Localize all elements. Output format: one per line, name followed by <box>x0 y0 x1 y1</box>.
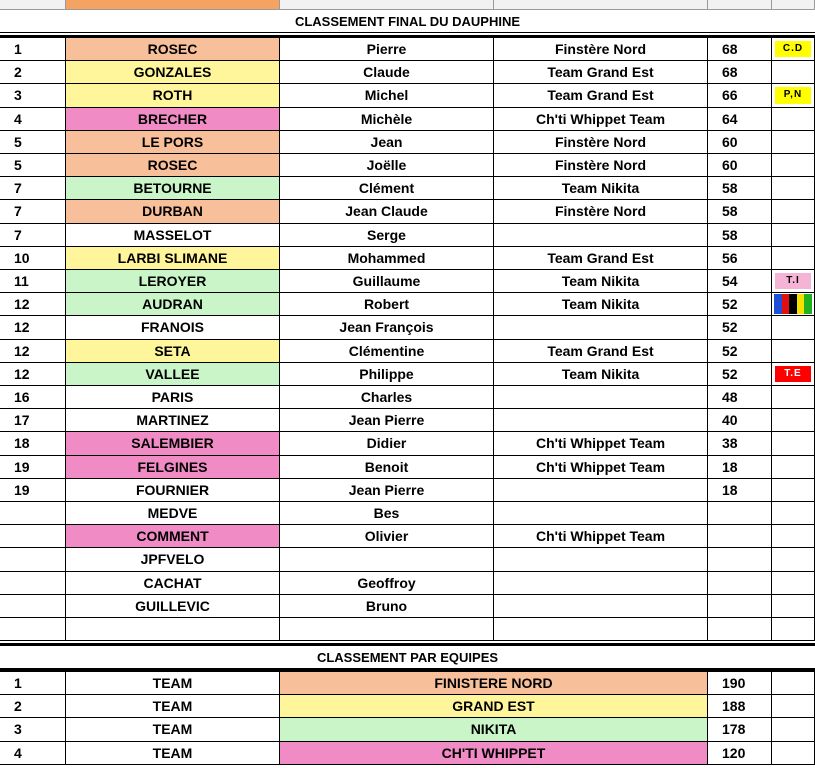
rank-cell[interactable]: 7 <box>0 224 66 246</box>
team-cell[interactable]: Finstère Nord <box>494 38 708 60</box>
points-cell[interactable]: 58 <box>708 224 772 246</box>
rank-cell[interactable]: 18 <box>0 432 66 454</box>
team-cell[interactable]: Team Nikita <box>494 293 708 315</box>
surname-cell[interactable]: COMMENT <box>66 525 280 547</box>
jersey-cell[interactable] <box>772 525 815 547</box>
stripe-band <box>797 294 805 314</box>
jersey-cell[interactable] <box>772 38 815 60</box>
ranking-row <box>0 293 815 316</box>
stripe-band <box>782 294 790 314</box>
ranking-row <box>0 479 815 502</box>
team-rank-cell[interactable]: 3 <box>0 718 66 740</box>
rank-cell[interactable]: 3 <box>0 84 66 106</box>
team-cell[interactable]: Ch'ti Whippet Team <box>494 432 708 454</box>
firstname-cell[interactable]: Jean Claude <box>280 200 494 222</box>
team-name-cell[interactable]: FINISTERE NORD <box>280 672 708 694</box>
jersey-cell[interactable] <box>772 572 815 594</box>
firstname-cell[interactable]: Pierre <box>280 38 494 60</box>
surname-cell[interactable]: MARTINEZ <box>66 409 280 431</box>
rank-cell[interactable]: 16 <box>0 386 66 408</box>
team-name-cell[interactable]: CH'TI WHIPPET <box>280 742 708 764</box>
ranking-row <box>0 108 815 131</box>
jersey-cell[interactable] <box>772 548 815 570</box>
rank-cell[interactable]: 12 <box>0 316 66 338</box>
surname-cell[interactable]: LEROYER <box>66 270 280 292</box>
team-cell[interactable]: Team Nikita <box>494 177 708 199</box>
surname-cell[interactable]: LE PORS <box>66 131 280 153</box>
points-cell[interactable] <box>708 595 772 617</box>
ranking-row <box>0 38 815 61</box>
firstname-cell[interactable]: Michèle <box>280 108 494 130</box>
firstname-cell[interactable]: Bruno <box>280 595 494 617</box>
ranking-row <box>0 409 815 432</box>
surname-cell[interactable] <box>66 618 280 640</box>
team-cell[interactable] <box>494 479 708 501</box>
surname-cell[interactable]: SALEMBIER <box>66 432 280 454</box>
jersey-tag: C.D <box>775 41 811 57</box>
rank-cell[interactable]: 19 <box>0 479 66 501</box>
firstname-cell[interactable]: Didier <box>280 432 494 454</box>
team-row <box>0 718 815 741</box>
jersey-cell[interactable] <box>772 316 815 338</box>
surname-cell[interactable]: DURBAN <box>66 200 280 222</box>
ranking-row <box>0 595 815 618</box>
rank-cell[interactable]: 10 <box>0 247 66 269</box>
ranking-row <box>0 200 815 223</box>
firstname-cell[interactable]: Benoit <box>280 456 494 478</box>
surname-cell[interactable]: BETOURNE <box>66 177 280 199</box>
team-cell[interactable] <box>494 595 708 617</box>
team-rank-cell[interactable]: 2 <box>0 695 66 717</box>
ranking-row <box>0 618 815 641</box>
surname-cell[interactable]: MEDVE <box>66 502 280 524</box>
surname-cell[interactable]: SETA <box>66 340 280 362</box>
points-cell[interactable]: 48 <box>708 386 772 408</box>
points-cell[interactable]: 56 <box>708 247 772 269</box>
team-cell[interactable]: Team Nikita <box>494 270 708 292</box>
ranking-row <box>0 224 815 247</box>
team-cell[interactable] <box>494 572 708 594</box>
team-points-cell[interactable]: 188 <box>708 695 772 717</box>
ranking-row <box>0 363 815 386</box>
section-title-final-ranking: CLASSEMENT FINAL DU DAUPHINE <box>0 10 815 33</box>
surname-cell[interactable]: VALLEE <box>66 363 280 385</box>
rank-cell[interactable]: 12 <box>0 363 66 385</box>
rank-cell[interactable] <box>0 525 66 547</box>
points-cell[interactable]: 18 <box>708 479 772 501</box>
team-label-cell[interactable]: TEAM <box>66 672 280 694</box>
surname-cell[interactable]: JPFVELO <box>66 548 280 570</box>
jersey-cell[interactable] <box>772 247 815 269</box>
points-cell[interactable]: 60 <box>708 131 772 153</box>
surname-cell[interactable]: GUILLEVIC <box>66 595 280 617</box>
empty-cell[interactable] <box>772 695 815 717</box>
rank-cell[interactable] <box>0 548 66 570</box>
firstname-cell[interactable]: Jean <box>280 131 494 153</box>
ranking-row <box>0 386 815 409</box>
points-cell[interactable]: 52 <box>708 293 772 315</box>
jersey-cell[interactable] <box>772 154 815 176</box>
points-cell[interactable] <box>708 618 772 640</box>
team-cell[interactable] <box>494 618 708 640</box>
points-cell[interactable]: 58 <box>708 177 772 199</box>
ranking-row <box>0 177 815 200</box>
jersey-cell[interactable] <box>772 340 815 362</box>
jersey-cell[interactable] <box>772 293 815 315</box>
ranking-row <box>0 61 815 84</box>
jersey-cell[interactable] <box>772 224 815 246</box>
surname-cell[interactable]: FELGINES <box>66 456 280 478</box>
section-title-team-ranking: CLASSEMENT PAR EQUIPES <box>0 646 815 669</box>
firstname-cell[interactable] <box>280 548 494 570</box>
firstname-cell[interactable]: Claude <box>280 61 494 83</box>
surname-cell[interactable]: ROSEC <box>66 38 280 60</box>
jersey-cell[interactable] <box>772 502 815 524</box>
rank-cell[interactable] <box>0 618 66 640</box>
jersey-tag: T.E <box>775 366 811 382</box>
column-header-c[interactable] <box>280 0 494 9</box>
rank-cell[interactable]: 5 <box>0 131 66 153</box>
team-cell[interactable]: Ch'ti Whippet Team <box>494 525 708 547</box>
rank-cell[interactable]: 1 <box>0 38 66 60</box>
firstname-cell[interactable]: Joëlle <box>280 154 494 176</box>
rank-cell[interactable]: 7 <box>0 200 66 222</box>
champion-stripes-icon <box>774 294 812 314</box>
firstname-cell[interactable]: Robert <box>280 293 494 315</box>
jersey-cell[interactable] <box>772 108 815 130</box>
column-header-a[interactable] <box>0 0 66 9</box>
team-cell[interactable]: Ch'ti Whippet Team <box>494 108 708 130</box>
team-cell[interactable] <box>494 409 708 431</box>
points-cell[interactable]: 58 <box>708 200 772 222</box>
empty-cell[interactable] <box>772 718 815 740</box>
team-cell[interactable]: Team Grand Est <box>494 247 708 269</box>
points-cell[interactable]: 40 <box>708 409 772 431</box>
surname-cell[interactable]: GONZALES <box>66 61 280 83</box>
team-cell[interactable]: Team Nikita <box>494 363 708 385</box>
rank-cell[interactable]: 2 <box>0 61 66 83</box>
rank-cell[interactable]: 12 <box>0 293 66 315</box>
team-cell[interactable]: Ch'ti Whippet Team <box>494 456 708 478</box>
ranking-row <box>0 154 815 177</box>
points-cell[interactable]: 52 <box>708 316 772 338</box>
jersey-cell[interactable] <box>772 618 815 640</box>
firstname-cell[interactable]: Guillaume <box>280 270 494 292</box>
column-header-f[interactable] <box>772 0 815 9</box>
points-cell[interactable] <box>708 572 772 594</box>
surname-cell[interactable]: ROTH <box>66 84 280 106</box>
team-cell[interactable] <box>494 502 708 524</box>
points-cell[interactable] <box>708 502 772 524</box>
column-header-e[interactable] <box>708 0 772 9</box>
stripe-band <box>774 294 782 314</box>
firstname-cell[interactable]: Olivier <box>280 525 494 547</box>
firstname-cell[interactable]: Bes <box>280 502 494 524</box>
ranking-row <box>0 131 815 154</box>
team-points-cell[interactable]: 178 <box>708 718 772 740</box>
team-name-cell[interactable]: GRAND EST <box>280 695 708 717</box>
firstname-cell[interactable]: Michel <box>280 84 494 106</box>
jersey-cell[interactable] <box>772 479 815 501</box>
team-points-cell[interactable]: 120 <box>708 742 772 764</box>
team-name-cell[interactable]: NIKITA <box>280 718 708 740</box>
team-cell[interactable]: Finstère Nord <box>494 131 708 153</box>
points-cell[interactable]: 52 <box>708 363 772 385</box>
firstname-cell[interactable]: Charles <box>280 386 494 408</box>
ranking-row <box>0 247 815 270</box>
ranking-row <box>0 316 815 339</box>
surname-cell[interactable]: CACHAT <box>66 572 280 594</box>
firstname-cell[interactable]: Jean François <box>280 316 494 338</box>
jersey-cell[interactable] <box>772 270 815 292</box>
jersey-cell[interactable] <box>772 456 815 478</box>
ranking-row <box>0 502 815 525</box>
points-cell[interactable]: 54 <box>708 270 772 292</box>
jersey-cell[interactable] <box>772 84 815 106</box>
points-cell[interactable]: 66 <box>708 84 772 106</box>
jersey-tag: P,N <box>775 87 811 103</box>
ranking-row <box>0 572 815 595</box>
points-cell[interactable]: 68 <box>708 38 772 60</box>
jersey-cell[interactable] <box>772 200 815 222</box>
surname-cell[interactable]: MASSELOT <box>66 224 280 246</box>
team-cell[interactable]: Finstère Nord <box>494 154 708 176</box>
surname-cell[interactable]: FRANOIS <box>66 316 280 338</box>
team-cell[interactable]: Team Grand Est <box>494 340 708 362</box>
team-cell[interactable]: Team Grand Est <box>494 84 708 106</box>
team-rank-cell[interactable]: 1 <box>0 672 66 694</box>
jersey-tag: T.I <box>775 273 811 289</box>
team-cell[interactable] <box>494 316 708 338</box>
stripe-band <box>789 294 797 314</box>
team-cell[interactable]: Finstère Nord <box>494 200 708 222</box>
ranking-row <box>0 432 815 455</box>
rank-cell[interactable] <box>0 502 66 524</box>
column-header-d[interactable] <box>494 0 708 9</box>
team-cell[interactable]: Team Grand Est <box>494 61 708 83</box>
team-label-cell[interactable]: TEAM <box>66 742 280 764</box>
points-cell[interactable]: 60 <box>708 154 772 176</box>
points-cell[interactable] <box>708 525 772 547</box>
surname-cell[interactable]: AUDRAN <box>66 293 280 315</box>
surname-cell[interactable]: BRECHER <box>66 108 280 130</box>
team-cell[interactable] <box>494 548 708 570</box>
firstname-cell[interactable]: Philippe <box>280 363 494 385</box>
points-cell[interactable]: 18 <box>708 456 772 478</box>
firstname-cell[interactable]: Clément <box>280 177 494 199</box>
rank-cell[interactable] <box>0 595 66 617</box>
rank-cell[interactable]: 4 <box>0 108 66 130</box>
ranking-row <box>0 84 815 107</box>
firstname-cell[interactable]: Serge <box>280 224 494 246</box>
firstname-cell[interactable] <box>280 618 494 640</box>
jersey-cell[interactable] <box>772 131 815 153</box>
surname-cell[interactable]: PARIS <box>66 386 280 408</box>
empty-cell[interactable] <box>772 672 815 694</box>
team-cell[interactable] <box>494 224 708 246</box>
ranking-row <box>0 270 815 293</box>
ranking-row <box>0 456 815 479</box>
empty-cell[interactable] <box>772 742 815 764</box>
team-cell[interactable] <box>494 386 708 408</box>
team-label-cell[interactable]: TEAM <box>66 695 280 717</box>
rank-cell[interactable]: 17 <box>0 409 66 431</box>
column-header-b[interactable] <box>66 0 280 9</box>
jersey-cell[interactable] <box>772 432 815 454</box>
team-label-cell[interactable]: TEAM <box>66 718 280 740</box>
team-points-cell[interactable]: 190 <box>708 672 772 694</box>
rank-cell[interactable]: 7 <box>0 177 66 199</box>
points-cell[interactable]: 64 <box>708 108 772 130</box>
rank-cell[interactable]: 12 <box>0 340 66 362</box>
points-cell[interactable]: 52 <box>708 340 772 362</box>
ranking-row <box>0 340 815 363</box>
jersey-cell[interactable] <box>772 595 815 617</box>
points-cell[interactable]: 38 <box>708 432 772 454</box>
firstname-cell[interactable]: Clémentine <box>280 340 494 362</box>
firstname-cell[interactable]: Jean Pierre <box>280 479 494 501</box>
firstname-cell[interactable]: Mohammed <box>280 247 494 269</box>
ranking-row <box>0 548 815 571</box>
column-header-strip <box>0 0 815 10</box>
team-row <box>0 695 815 718</box>
ranking-row <box>0 525 815 548</box>
jersey-cell[interactable] <box>772 386 815 408</box>
rank-cell[interactable]: 19 <box>0 456 66 478</box>
rank-cell[interactable] <box>0 572 66 594</box>
surname-cell[interactable]: FOURNIER <box>66 479 280 501</box>
jersey-cell[interactable] <box>772 409 815 431</box>
team-rank-cell[interactable]: 4 <box>0 742 66 764</box>
jersey-cell[interactable] <box>772 363 815 385</box>
team-row <box>0 742 815 765</box>
jersey-cell[interactable] <box>772 61 815 83</box>
jersey-cell[interactable] <box>772 177 815 199</box>
rank-cell[interactable]: 5 <box>0 154 66 176</box>
stripe-band <box>804 294 812 314</box>
rank-cell[interactable]: 11 <box>0 270 66 292</box>
team-row <box>0 672 815 695</box>
surname-cell[interactable]: LARBI SLIMANE <box>66 247 280 269</box>
firstname-cell[interactable]: Jean Pierre <box>280 409 494 431</box>
points-cell[interactable] <box>708 548 772 570</box>
firstname-cell[interactable]: Geoffroy <box>280 572 494 594</box>
surname-cell[interactable]: ROSEC <box>66 154 280 176</box>
points-cell[interactable]: 68 <box>708 61 772 83</box>
